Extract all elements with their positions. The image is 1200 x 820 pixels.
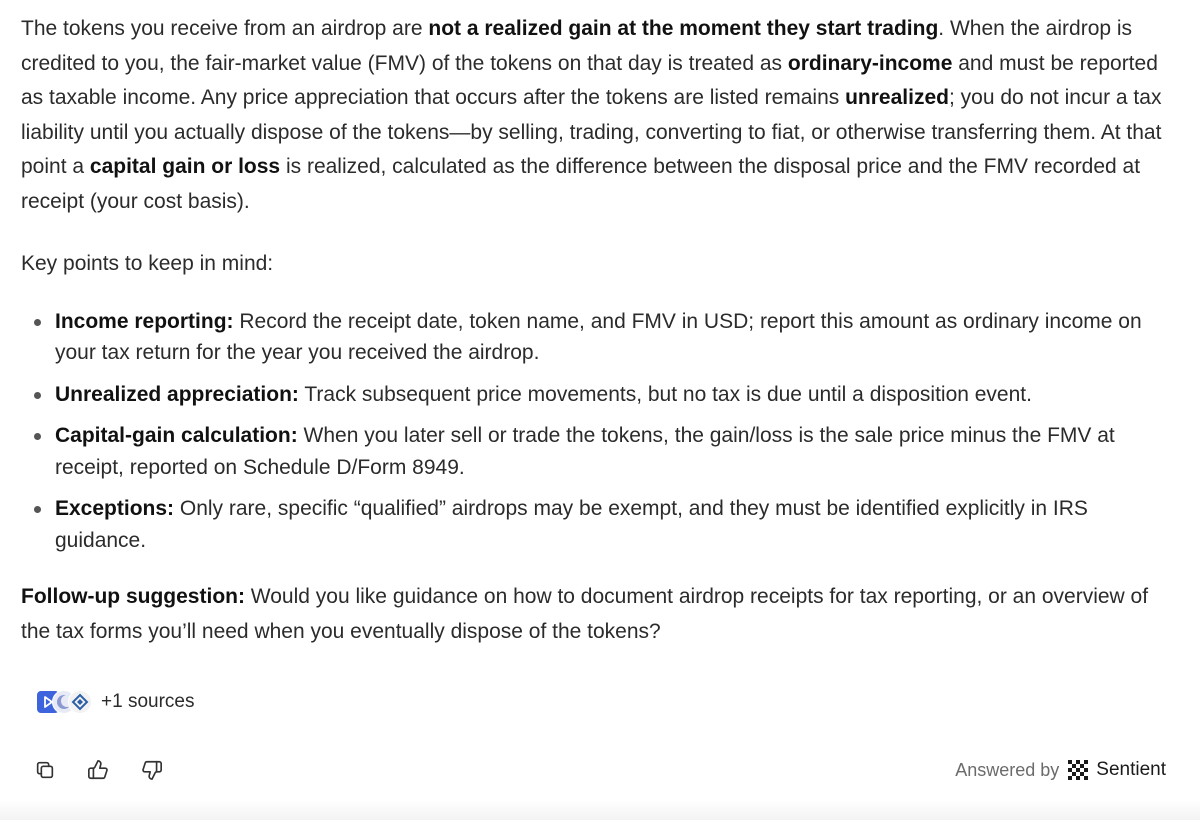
list-item: [21, 306, 1171, 369]
point-text: When you later sell or trade the tokens, the gain/loss is the sale price minus the FMV at receipt, reported on Schedule D/Form 8949.: [55, 424, 1115, 479]
sources-label: +1 sources: [101, 690, 195, 712]
source-icons: [36, 690, 92, 714]
thumbs-up-button[interactable]: [84, 756, 112, 784]
list-item: [21, 420, 1171, 483]
copy-icon: [34, 759, 56, 781]
copy-button[interactable]: [31, 756, 59, 784]
point-label: Unrealized appreciation:: [55, 382, 299, 406]
key-points-heading: Key points to keep in mind:: [21, 252, 274, 275]
answered-by: [955, 756, 1166, 784]
intro-paragraph: The tokens you receive from an airdrop are not a realized gain at the moment they start trading. When the airdrop is credited to you, the fair-market value (FMV) of the tokens on that day is treated as ordinary-income and must be reported as taxable income. Any price appreciation that occurs after the tokens are listed remains unrealized; you do not incur a tax liability until you actually dispose of the tokens—by selling, trading, converting to fiat, or otherwise transferring them. At that point a capital gain or loss is realized, calculated as the difference between the disposal price and the FMV recorded at receipt (your cost basis).: [21, 17, 1162, 213]
answered-by-prefix: Answered by: [955, 759, 1060, 780]
point-label: Income reporting:: [55, 309, 234, 333]
emphasis-ordinary-income: ordinary-income: [787, 51, 953, 75]
thumbs-down-button[interactable]: [138, 756, 166, 784]
follow-up-text: Would you like guidance on how to document airdrop receipts for tax reporting, or an overview of the tax forms you’ll need when you eventually dispose of the tokens?: [21, 585, 1149, 643]
follow-up-suggestion: [21, 580, 1171, 649]
point-text: Record the receipt date, token name, and FMV in USD; report this amount as ordinary income on your tax return for the year you received the airdrop.: [55, 309, 1142, 364]
point-text: Track subsequent price movements, but no tax is due until a disposition event.: [298, 382, 1032, 406]
diamond-source-icon: [68, 690, 92, 714]
thumbs-down-icon: [141, 759, 163, 781]
follow-up-label: Follow-up suggestion:: [21, 585, 245, 608]
sources-button[interactable]: [36, 688, 194, 716]
point-label: Exceptions:: [55, 497, 175, 520]
thumbs-up-icon: [87, 759, 109, 781]
point-label: Capital-gain calculation:: [55, 424, 298, 447]
sentient-logo-icon: [1067, 759, 1089, 781]
emphasis-unrealized: unrealized: [845, 86, 949, 109]
key-points-list: [21, 306, 1171, 557]
answer-body: [21, 12, 1171, 649]
emphasis-not-realized: not a realized gain at the moment they start trading: [428, 17, 939, 40]
list-item: [21, 379, 1171, 411]
emphasis-capital-gain: capital gain or loss: [89, 155, 281, 178]
brand-name: Sentient: [1096, 758, 1166, 780]
point-text: Only rare, specific “qualified” airdrops may be exempt, and they must be identified explicitly in IRS guidance.: [55, 497, 1088, 552]
answer-footer: [0, 748, 1200, 792]
bottom-fade: [0, 800, 1200, 820]
list-item: [21, 493, 1171, 556]
